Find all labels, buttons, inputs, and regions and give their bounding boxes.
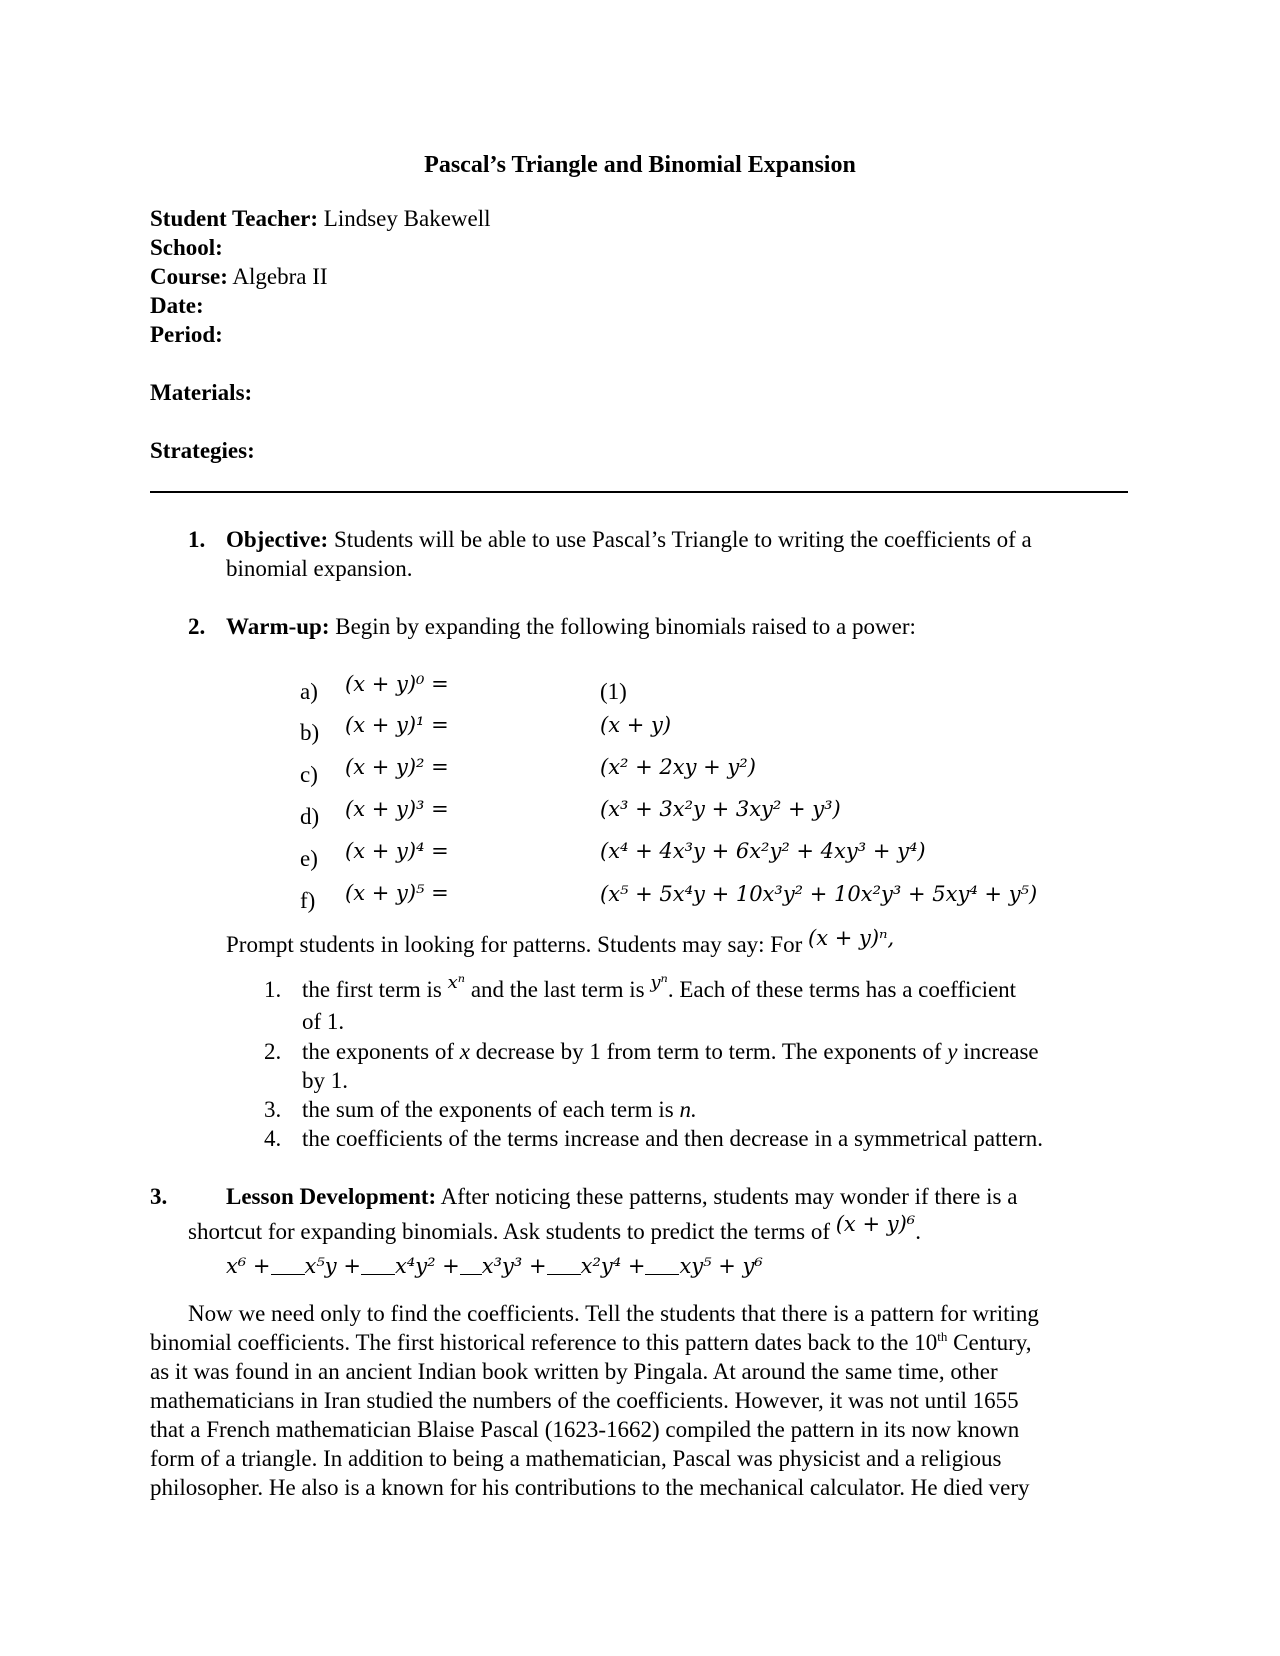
paragraph-line-1: Now we need only to find the coefficients. Tell the students that there is a pattern for writing — [188, 1301, 1039, 1326]
pattern-1-text-a: the first term is — [302, 977, 442, 1002]
pattern-2-y: y — [947, 1039, 958, 1064]
coefficient-blank-4 — [547, 1258, 581, 1275]
warmup-letter-d: d) — [300, 804, 320, 829]
warmup-letter-c: c) — [300, 762, 318, 787]
lesson-number: 3. — [150, 1184, 168, 1209]
pattern-3-text: the sum of the exponents of each term is — [302, 1097, 674, 1122]
paragraph-line-2a: binomial coefficients. The first historical reference to this pattern dates back to the 10 — [150, 1330, 938, 1355]
page-title: Pascal’s Triangle and Binomial Expansion — [424, 152, 856, 178]
paragraph-line-5: that a French mathematician Blaise Pascal (1623-1662) compiled the pattern in its now known — [150, 1417, 1020, 1442]
term-5: x²y⁴ + — [580, 1254, 646, 1278]
student-teacher-value: Lindsey Bakewell — [323, 206, 491, 231]
course-line — [150, 263, 328, 291]
student-teacher-label: Student Teacher: — [150, 206, 319, 231]
course-value: Algebra II — [232, 264, 328, 289]
objective-label: Objective: — [226, 527, 329, 552]
pattern-2-number: 2. — [264, 1039, 282, 1064]
warmup-result-e: (x⁴ + 4x³y + 6x²y² + 4xy³ + y⁴) — [600, 839, 926, 863]
date-label: Date: — [150, 293, 204, 318]
pattern-3-n: n. — [679, 1097, 697, 1122]
pattern-2-line2: by 1. — [302, 1068, 348, 1093]
paragraph-line-2-sup: th — [937, 1329, 948, 1344]
lesson-line1 — [226, 1183, 1017, 1211]
warmup-result-c: (x² + 2xy + y²) — [600, 755, 756, 779]
objective-line2: binomial expansion. — [226, 556, 413, 581]
coefficient-blank-3 — [460, 1258, 482, 1275]
paragraph-line-3: as it was found in an ancient Indian book written by Pingala. At around the same time, other — [150, 1359, 998, 1384]
pattern-3-number: 3. — [264, 1097, 282, 1122]
paragraph-line-6: form of a triangle. In addition to being a mathematician, Pascal was physicist and a religious — [150, 1446, 1002, 1471]
lesson-terms-row — [226, 1252, 763, 1280]
pattern-2-text-b: decrease by 1 from term to term. The exponents of — [475, 1039, 942, 1064]
prompt-line — [226, 926, 895, 959]
coefficient-blank-2 — [361, 1258, 395, 1275]
pattern-1-line2: of 1. — [302, 1009, 345, 1034]
pattern-2-line1 — [302, 1038, 1039, 1066]
term-4: x³y³ + — [481, 1254, 547, 1278]
warmup-line — [226, 613, 916, 641]
period-label: Period: — [150, 322, 223, 347]
warmup-expr-a: (x + y)⁰ = — [345, 672, 449, 696]
warmup-expr-f: (x + y)⁵ = — [345, 881, 449, 905]
paragraph-line-2b: Century, — [947, 1330, 1032, 1355]
lesson-label: Lesson Development: — [226, 1184, 437, 1209]
pattern-1-number: 1. — [264, 977, 282, 1002]
pattern-1-xn: xⁿ — [447, 972, 466, 993]
paragraph-line-4: mathematicians in Iran studied the numbers of the coefficients. However, it was not until 1655 — [150, 1388, 1019, 1413]
warmup-text: Begin by expanding the following binomials raised to a power: — [335, 614, 916, 639]
pattern-4-line: the coefficients of the terms increase and then decrease in a symmetrical pattern. — [302, 1126, 1043, 1151]
warmup-expr-b: (x + y)¹ = — [345, 713, 449, 737]
warmup-expr-e: (x + y)⁴ = — [345, 839, 449, 863]
pattern-1-text-b: and the last term is — [470, 977, 645, 1002]
materials-label: Materials: — [150, 380, 253, 405]
paragraph-line-7: philosopher. He also is a known for his contributions to the mechanical calculator. He died very — [150, 1475, 1030, 1500]
warmup-letter-a: a) — [300, 679, 318, 704]
warmup-result-f: (x⁵ + 5x⁴y + 10x³y² + 10x²y³ + 5xy⁴ + y⁵) — [600, 882, 1038, 906]
lesson-expr: (x + y)⁶ — [835, 1212, 916, 1236]
pattern-1-text-c: . Each of these terms has a coefficient — [667, 977, 1017, 1002]
lesson-line2 — [188, 1212, 921, 1246]
pattern-2-x: x — [459, 1039, 470, 1064]
warmup-letter-b: b) — [300, 720, 320, 745]
course-label: Course: — [150, 264, 228, 289]
horizontal-rule — [150, 491, 1128, 493]
lesson-text2: shortcut for expanding binomials. Ask students to predict the terms of — [188, 1219, 830, 1244]
lesson-text1: After noticing these patterns, students may wonder if there is a — [440, 1184, 1018, 1209]
pattern-4-number: 4. — [264, 1126, 282, 1151]
warmup-letter-e: e) — [300, 846, 318, 871]
prompt-expr: (x + y)ⁿ, — [808, 926, 895, 950]
warmup-result-d: (x³ + 3x²y + 3xy² + y³) — [600, 797, 841, 821]
objective-line1 — [226, 526, 1032, 554]
warmup-number: 2. — [188, 614, 206, 639]
term-3: x⁴y² + — [394, 1254, 460, 1278]
warmup-expr-d: (x + y)³ = — [345, 797, 449, 821]
strategies-label: Strategies: — [150, 438, 255, 463]
warmup-letter-f: f) — [300, 888, 316, 913]
school-label: School: — [150, 235, 223, 260]
pattern-1-yn: yⁿ — [650, 972, 668, 993]
student-teacher-line — [150, 205, 491, 233]
term-6: xy⁵ + y⁶ — [679, 1254, 763, 1278]
pattern-2-text-a: the exponents of — [302, 1039, 455, 1064]
term-2: x⁵y + — [304, 1254, 361, 1278]
pattern-2-text-c: increase — [963, 1039, 1039, 1064]
warmup-expr-c: (x + y)² = — [345, 755, 449, 779]
warmup-result-a: (1) — [600, 679, 627, 704]
warmup-label: Warm-up: — [226, 614, 330, 639]
term-1: x⁶ + — [226, 1254, 271, 1278]
paragraph-line-2 — [150, 1329, 1032, 1357]
pattern-1-line1 — [302, 972, 1017, 1006]
coefficient-blank-1 — [271, 1258, 305, 1275]
coefficient-blank-5 — [645, 1258, 679, 1275]
prompt-text: Prompt students in looking for patterns. Students may say: For — [226, 932, 803, 957]
pattern-3-line — [302, 1096, 697, 1124]
objective-number: 1. — [188, 527, 206, 552]
objective-text: Students will be able to use Pascal’s Triangle to writing the coefficients of a — [333, 527, 1032, 552]
lesson-period: . — [915, 1219, 921, 1244]
warmup-result-b: (x + y) — [600, 713, 672, 737]
